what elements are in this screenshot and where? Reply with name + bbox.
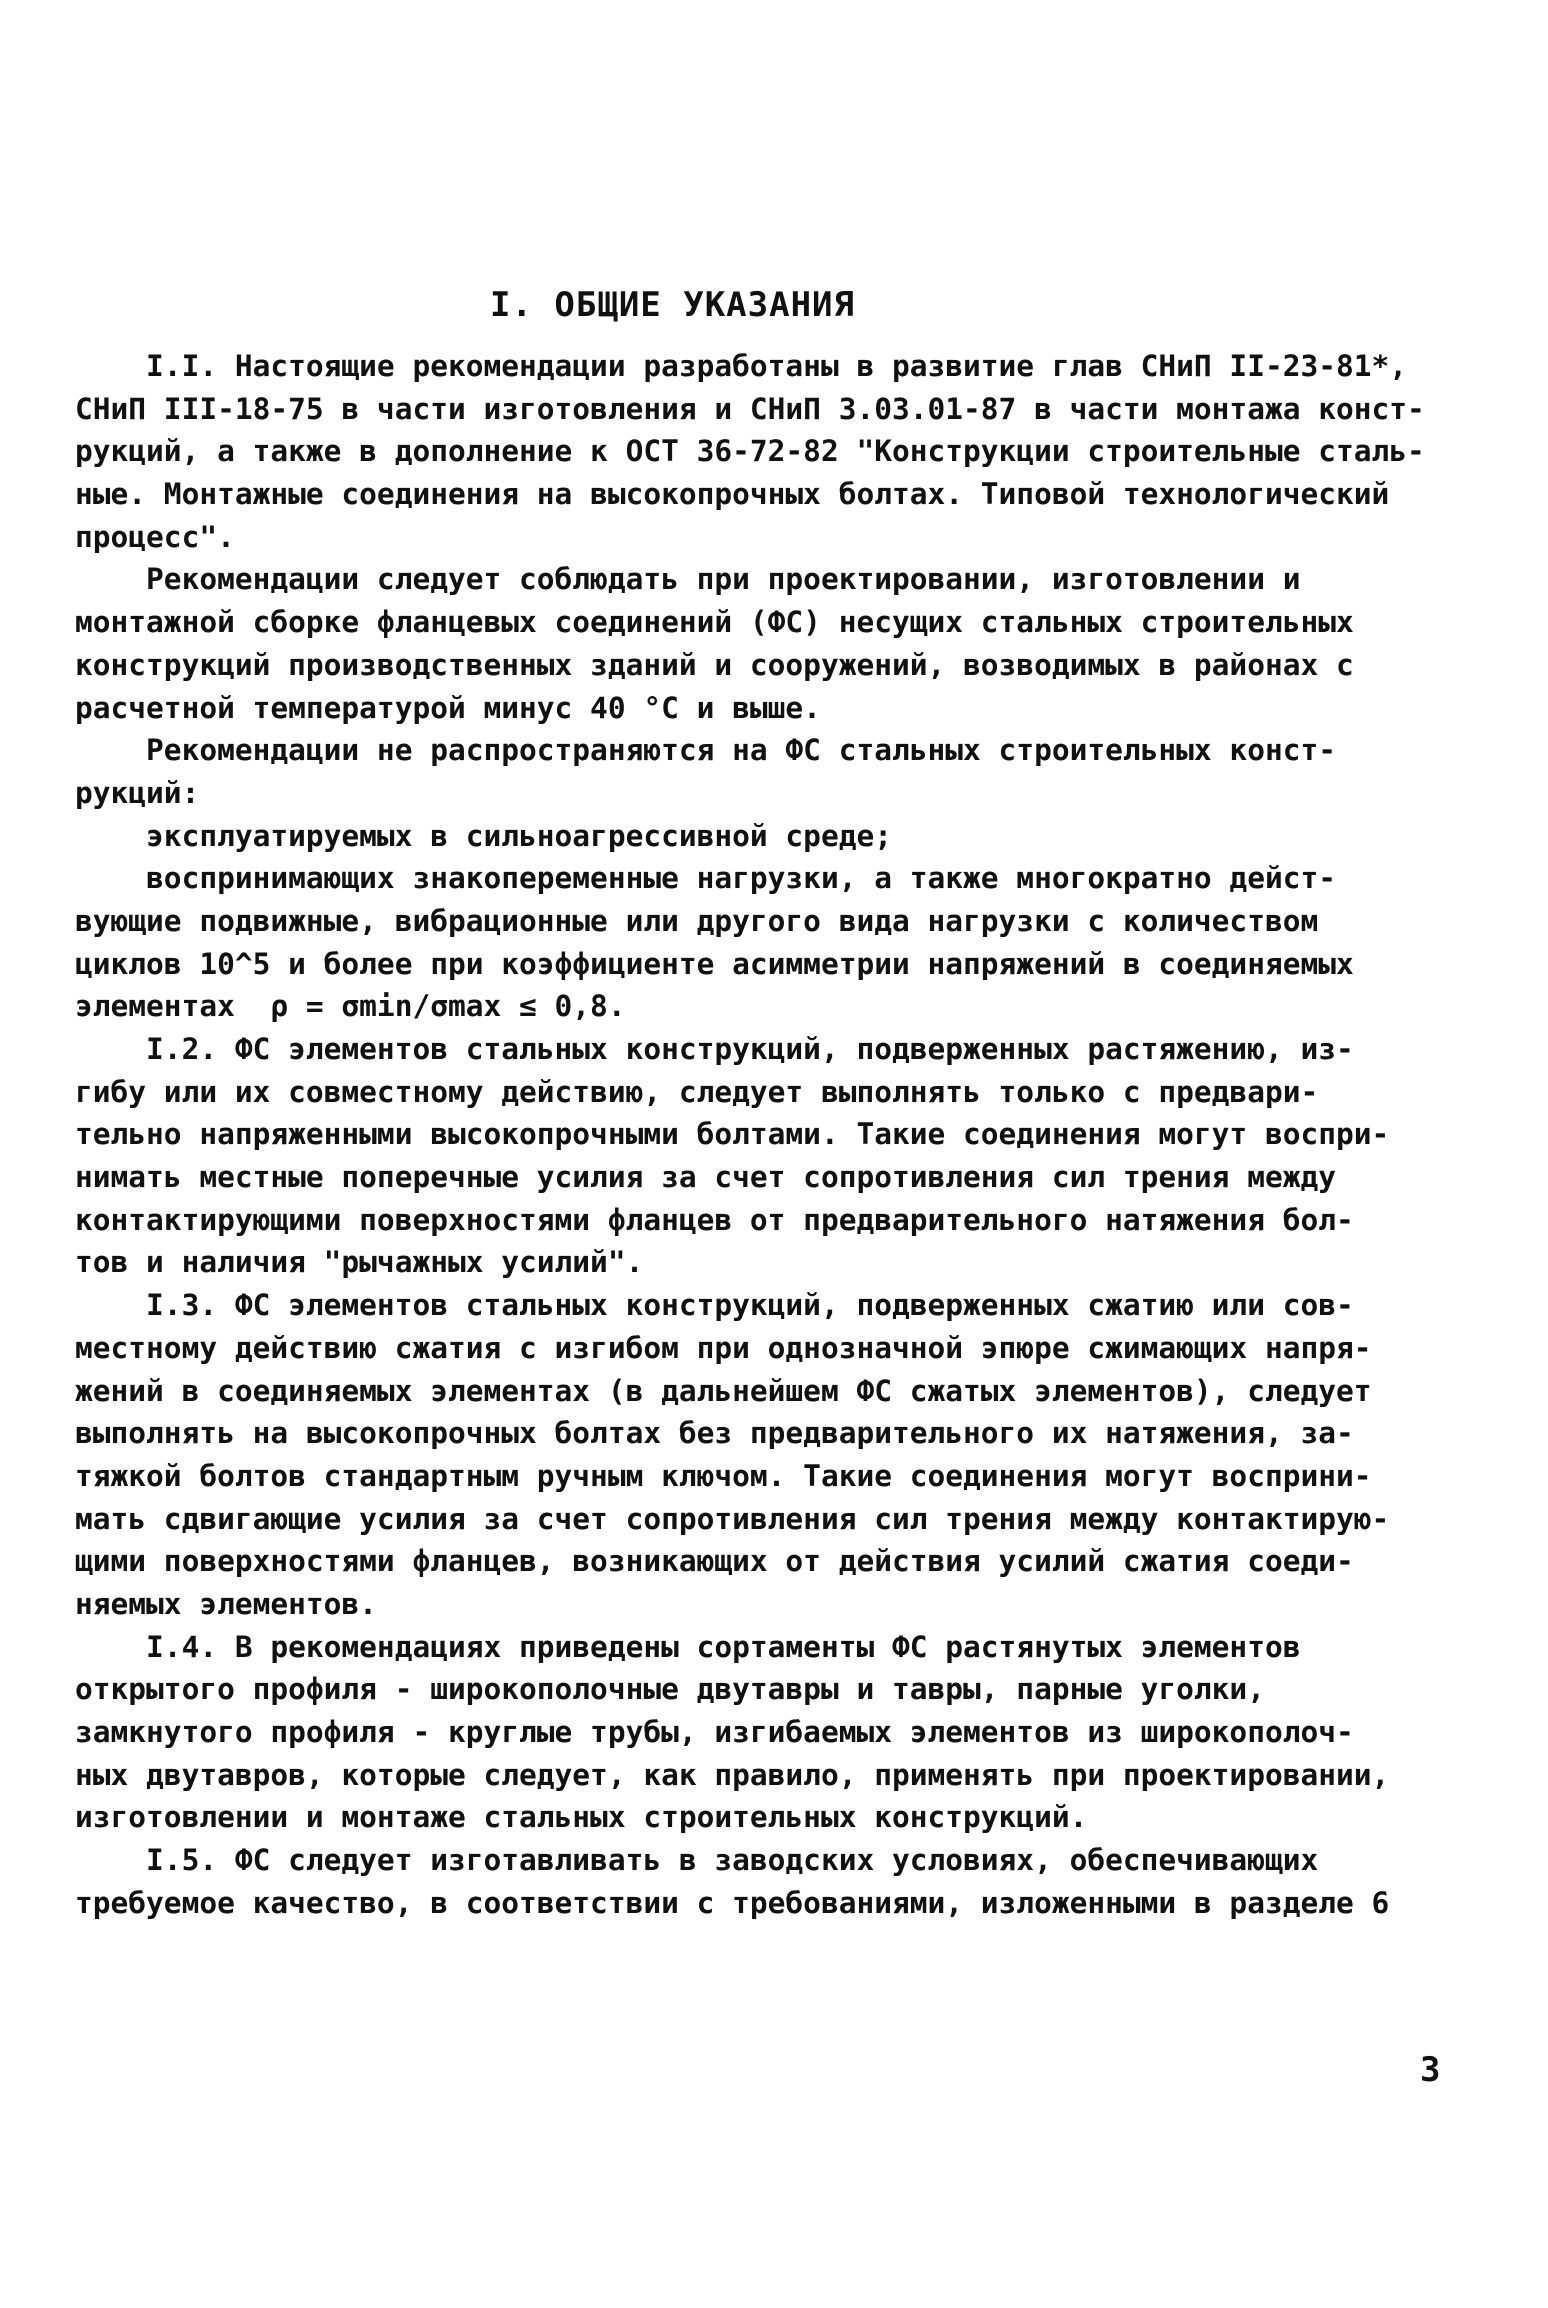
text-line: воспринимающих знакопеременные нагрузки, а также многократно дейст- [75, 861, 1336, 896]
text-line: выполнять на высокопрочных болтах без предварительного их натяжения, за- [75, 1416, 1354, 1451]
text-line: I.2. ФС элементов стальных конструкций, подверженных растяжению, из- [75, 1032, 1354, 1066]
text-line: I.3. ФС элементов стальных конструкций, подверженных сжатию или сов- [75, 1288, 1354, 1323]
text-line: контактирующими поверхностями фланцев от предварительного натяжения бол- [75, 1202, 1354, 1237]
text-line: конструкций производственных зданий и сооружений, возводимых в районах с [75, 647, 1354, 682]
text-line: I.4. В рекомендациях приведены сортаменты ФС растянутых элементов [75, 1629, 1301, 1664]
text-line: I.I. Настоящие рекомендации разработаны в развитие глав СНиП II-23-81*, [75, 349, 1408, 383]
page-number: 3 [1420, 2050, 1441, 2090]
text-line: мать сдвигающие усилия за счет сопротивления сил трения между контактирую- [75, 1501, 1390, 1536]
text-line: замкнутого профиля - круглые трубы, изгибаемых элементов из широкополоч- [75, 1715, 1354, 1749]
text-line: местному действию сжатия с изгибом при однозначной эпюре сжимающих напря- [75, 1330, 1372, 1365]
text-line: нимать местные поперечные усилия за счет сопротивления сил трения между [75, 1160, 1336, 1195]
text-line: элементах ρ = σmin/σmax ≤ 0,8. [75, 989, 626, 1024]
text-line: СНиП III-18-75 в части изготовления и СНиП 3.03.01-87 в части монтажа конст- [75, 391, 1425, 426]
text-line: монтажной сборке фланцевых соединений (ФС) несущих стальных строительных [75, 605, 1354, 640]
body-text [75, 345, 1485, 1924]
text-line: открытого профиля - широкополочные двутавры и тавры, парные уголки, [75, 1672, 1265, 1707]
text-line: гибу или их совместному действию, следует выполнять только с предвари- [75, 1074, 1319, 1109]
text-line: расчетной температурой минус 40 °С и выше. [75, 690, 821, 725]
section-heading: I. ОБЩИЕ УКАЗАНИЯ [490, 285, 855, 325]
text-line: циклов 10^5 и более при коэффициенте асимметрии напряжений в соединяемых [75, 946, 1354, 981]
text-line: Рекомендации следует соблюдать при проектировании, изготовлении и [75, 562, 1301, 597]
text-line: тяжкой болтов стандартным ручным ключом. Такие соединения могут восприни- [75, 1458, 1372, 1493]
text-line: Рекомендации не распространяются на ФС стальных строительных конст- [75, 733, 1336, 768]
text-line: щими поверхностями фланцев, возникающих от действия усилий сжатия соеди- [75, 1544, 1354, 1579]
text-line: жений в соединяемых элементах (в дальнейшем ФС сжатых элементов), следует [75, 1373, 1372, 1408]
text-line: тов и наличия "рычажных усилий". [75, 1245, 644, 1280]
text-line: I.5. ФС следует изготавливать в заводских условиях, обеспечивающих [75, 1843, 1319, 1878]
text-line: ные. Монтажные соединения на высокопрочных болтах. Типовой технологический [75, 477, 1390, 512]
text-line: эксплуатируемых в сильноагрессивной среде; [75, 818, 892, 853]
text-line: процесс". [75, 519, 235, 554]
text-line: изготовлении и монтаже стальных строительных конструкций. [75, 1800, 1088, 1835]
text-line: ных двутавров, которые следует, как правило, применять при проектировании, [75, 1757, 1390, 1792]
text-line: тельно напряженными высокопрочными болтами. Такие соединения могут воспри- [75, 1117, 1390, 1152]
text-line: рукций, а также в дополнение к ОСТ 36-72-82 "Конструкции строительные сталь- [75, 434, 1425, 469]
text-line: няемых элементов. [75, 1586, 377, 1621]
text-line: рукций: [75, 775, 200, 810]
text-line: требуемое качество, в соответствии с требованиями, изложенными в разделе 6 [75, 1885, 1390, 1920]
text-line: вующие подвижные, вибрационные или другого вида нагрузки с количеством [75, 903, 1319, 938]
